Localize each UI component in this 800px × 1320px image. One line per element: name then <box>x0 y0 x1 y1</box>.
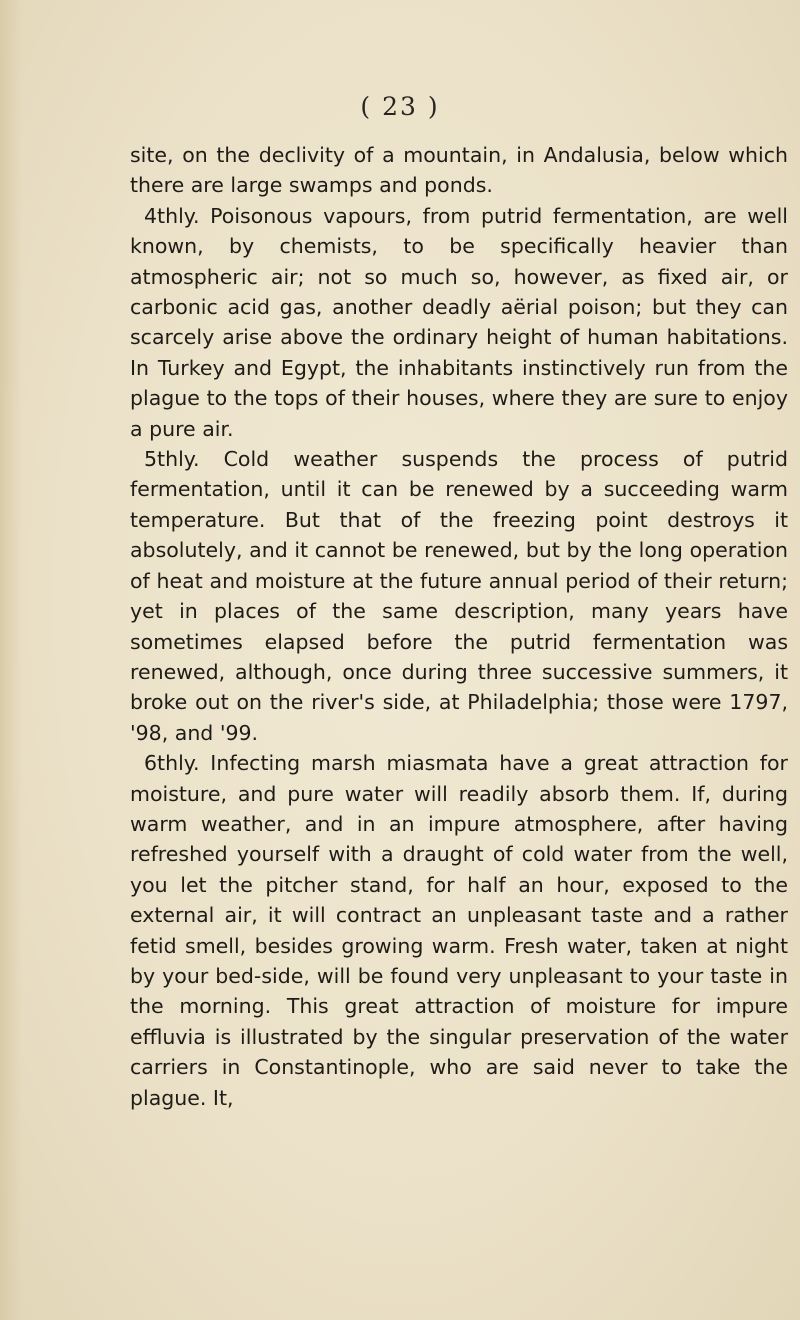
page-edge-shadow <box>0 0 22 1320</box>
paragraph-fourthly: 4thly. Poisonous vapours, from putrid fermentation, are well known, by chemists, to be specifically heavier than atmospheric air; not so much so, however, as fixed air, or carbonic acid gas, another deadly aërial poison; but they can scarcely arise above the ordinary height of human habitations. In Turkey and Egypt, the inhabitants instinctively run from the plague to the tops of their houses, where they are sure to enjoy a pure air. <box>130 203 788 441</box>
paragraph-sixthly: 6thly. Infecting marsh miasmata have a great attraction for moisture, and pure water will readily absorb them. If, during warm weather, and in an impure atmosphere, after having refreshed yourself with a draught of cold water from the well, you let the pitcher stand, for half an hour, exposed to the external air, it will contract an unpleasant taste and a rather fetid smell, besides growing warm. Fresh water, taken at night by your bed-side, will be found very unpleasant to your taste in the morning. This great attraction of moisture for impure effluvia is illustrated by the singular preservation of the water carriers in Constantinople, who are said never to take the plague. It, <box>130 751 788 1110</box>
body-text <box>130 140 788 1113</box>
paragraph-continuation: site, on the declivity of a mountain, in Andalusia, below which there are large swamps and ponds. <box>130 143 788 198</box>
paragraph-fifthly: 5thly. Cold weather suspends the process of putrid fermentation, until it can be renewed by a succeeding warm temperature. But that of the freezing point destroys it absolutely, and it cannot be renewed, but by the long operation of heat and moisture at the future annual period of their return; yet in places of the same description, many years have sometimes elapsed before the putrid fermentation was renewed, although, once during three successive summers, it broke out on the river's side, at Philadelphia; those were 1797, '98, and '99. <box>130 447 788 745</box>
page-number: ( 23 ) <box>360 92 440 121</box>
